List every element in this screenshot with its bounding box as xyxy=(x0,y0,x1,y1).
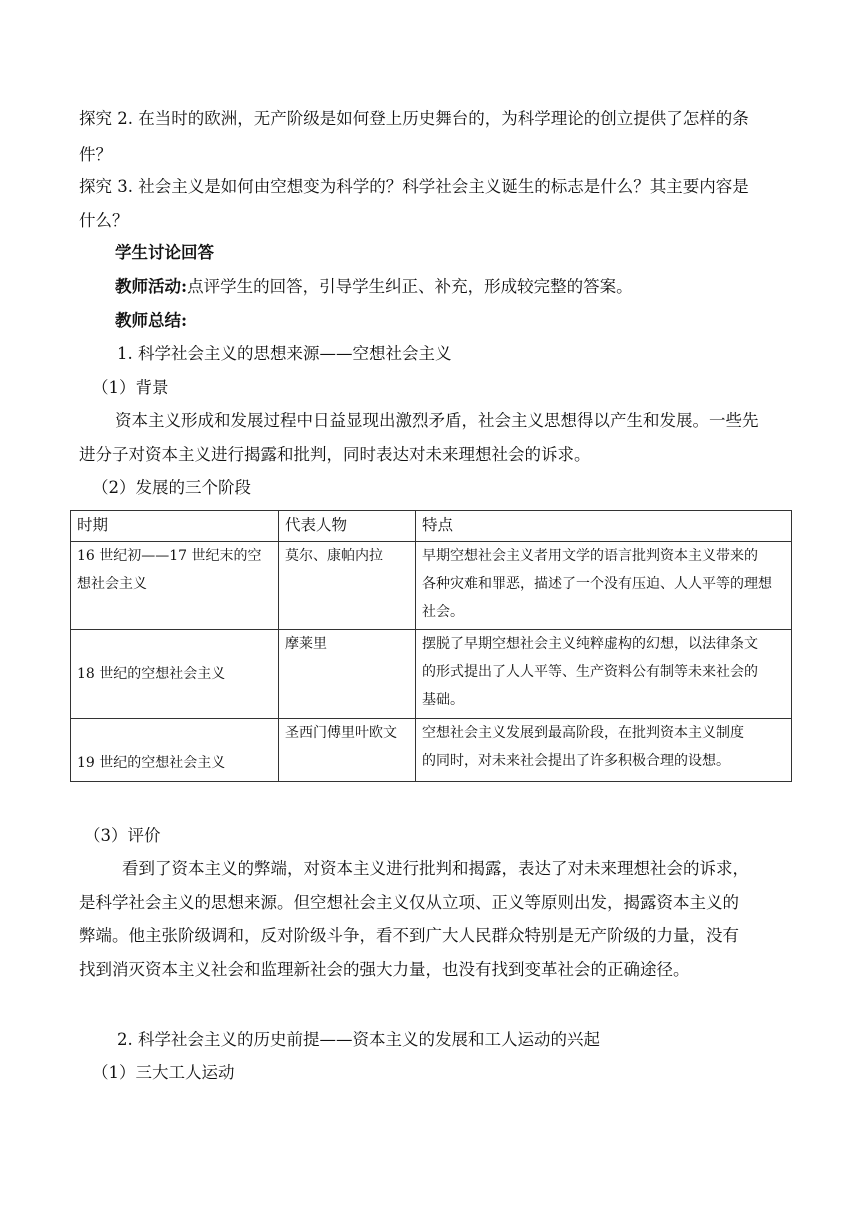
feature-line: 各种灾难和罪恶，描述了一个没有压迫、人人平等的理想 xyxy=(422,576,772,592)
feature-line: 社会。 xyxy=(422,604,464,620)
period-line: 16 世纪初——17 世纪末的空 xyxy=(77,548,262,564)
feature-cell xyxy=(416,630,792,719)
stages-table xyxy=(70,510,792,782)
table-row xyxy=(71,542,792,630)
evaluation-title: （3）评价 xyxy=(84,826,161,845)
teacher-activity-text: 点评学生的回答，引导学生纠正、补充，形成较完整的答案。 xyxy=(187,277,633,296)
period-line: 想社会主义 xyxy=(77,576,147,592)
question-2-line-1: 探究 2. 在当时的欧洲，无产阶级是如何登上历史舞台的，为科学理论的创立提供了怎样的条 xyxy=(79,109,749,128)
feature-line: 早期空想社会主义者用文学的语言批判资本主义带来的 xyxy=(422,548,758,564)
evaluation-line-4: 找到消灭资本主义社会和监理新社会的强大力量，也没有找到变革社会的正确途径。 xyxy=(79,960,690,979)
question-2-line-2: 件？ xyxy=(79,145,112,164)
table-header-row xyxy=(71,511,792,542)
table-row xyxy=(71,630,792,719)
evaluation-line-3: 弊端。他主张阶级调和，反对阶级斗争，看不到广大人民群众特别是无产阶级的力量，没有 xyxy=(79,926,739,945)
teacher-activity xyxy=(115,276,633,298)
people-cell: 莫尔、康帕内拉 xyxy=(279,542,416,630)
feature-line: 基础。 xyxy=(422,692,464,708)
feature-line: 摆脱了早期空想社会主义纯粹虚构的幻想，以法律条文 xyxy=(422,636,758,652)
table-header-cell: 代表人物 xyxy=(279,511,416,542)
teacher-activity-label: 教师活动: xyxy=(115,277,188,296)
people-cell: 摩莱里 xyxy=(279,630,416,719)
feature-cell xyxy=(416,542,792,630)
feature-line: 的形式提出了人人平等、生产资料公有制等未来社会的 xyxy=(422,664,758,680)
feature-line: 的同时，对未来社会提出了许多积极合理的设想。 xyxy=(422,753,730,769)
stages-title: （2）发展的三个阶段 xyxy=(92,478,251,497)
table-header-cell: 特点 xyxy=(416,511,792,542)
feature-cell xyxy=(416,719,792,782)
table-header-cell: 时期 xyxy=(71,511,279,542)
background-line-2: 进分子对资本主义进行揭露和批判，同时表达对未来理想社会的诉求。 xyxy=(79,445,591,464)
section-2-heading: 2. 科学社会主义的历史前提——资本主义的发展和工人运动的兴起 xyxy=(117,1030,600,1049)
background-title: （1）背景 xyxy=(92,378,169,397)
evaluation-line-1: 看到了资本主义的弊端，对资本主义进行批判和揭露，表达了对未来理想社会的诉求， xyxy=(122,859,749,878)
feature-line: 空想社会主义发展到最高阶段，在批判资本主义制度 xyxy=(422,725,744,741)
period-cell: 19 世纪的空想社会主义 xyxy=(71,719,279,782)
teacher-summary-label: 教师总结: xyxy=(115,311,188,330)
question-3-line-2: 什么？ xyxy=(79,211,129,230)
period-cell xyxy=(71,542,279,630)
period-cell: 18 世纪的空想社会主义 xyxy=(71,630,279,719)
student-discussion-label: 学生讨论回答 xyxy=(115,243,214,262)
section-1-heading: 1. 科学社会主义的思想来源——空想社会主义 xyxy=(117,344,452,363)
people-cell: 圣西门傅里叶欧文 xyxy=(279,719,416,782)
evaluation-line-2: 是科学社会主义的思想来源。但空想社会主义仅从立项、正义等原则出发，揭露资本主义的 xyxy=(79,893,739,912)
table-row xyxy=(71,719,792,782)
section-2-sub-1: （1）三大工人运动 xyxy=(92,1063,235,1082)
question-3-line-1: 探究 3. 社会主义是如何由空想变为科学的？科学社会主义诞生的标志是什么？其主要内容是 xyxy=(79,177,749,196)
background-line-1: 资本主义形成和发展过程中日益显现出激烈矛盾，社会主义思想得以产生和发展。一些先 xyxy=(115,411,759,430)
